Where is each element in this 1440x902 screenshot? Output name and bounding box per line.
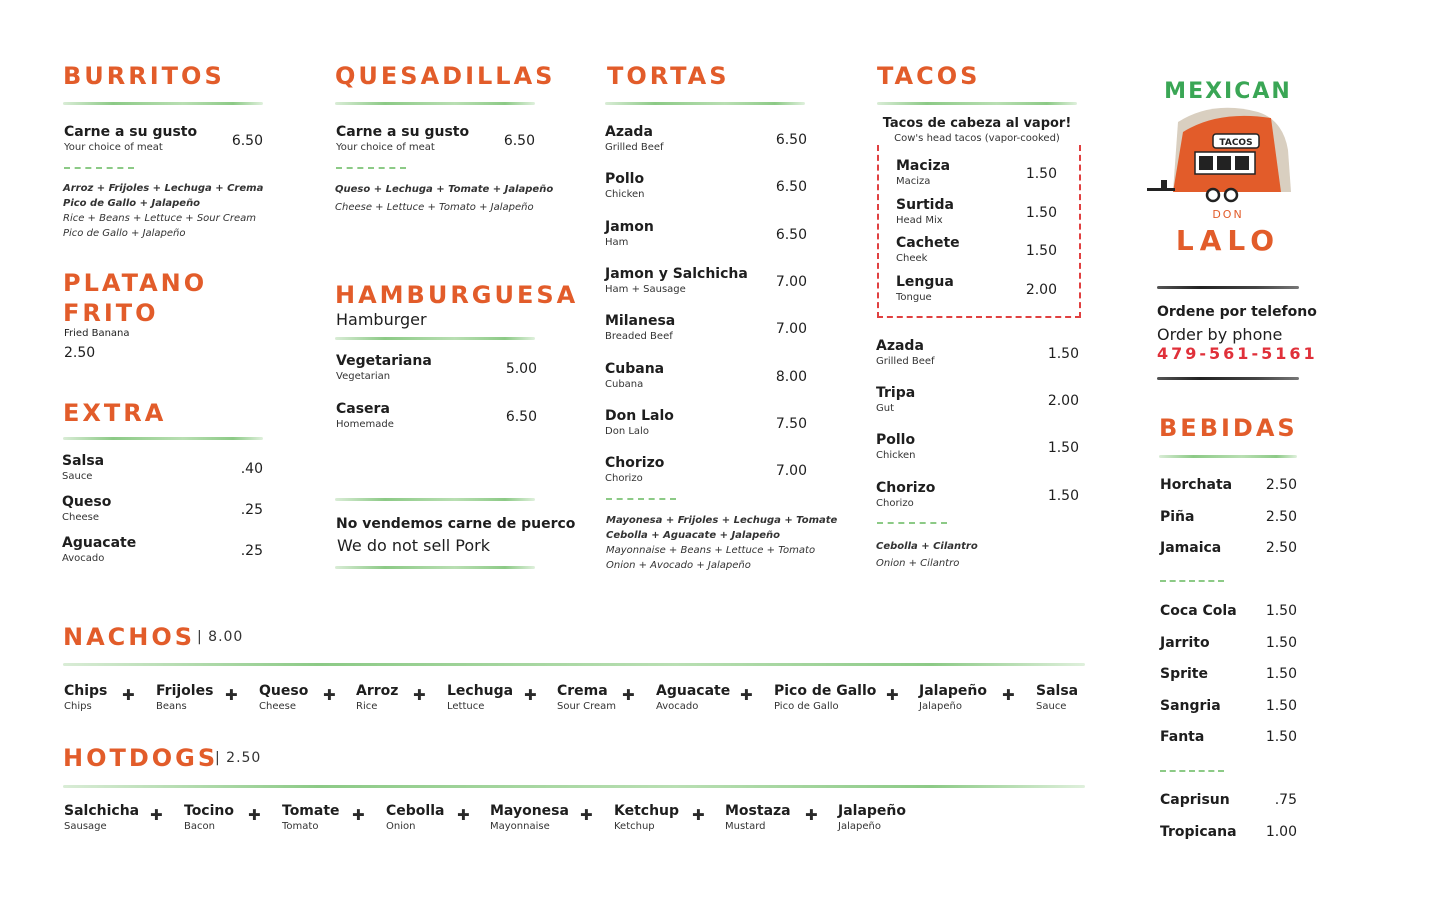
item-name: Don Lalo bbox=[605, 407, 674, 424]
hamburguesa-heading: HAMBURGUESA bbox=[335, 281, 579, 309]
drink-name: Sangria bbox=[1160, 697, 1221, 714]
item-sub: Bacon bbox=[184, 821, 215, 832]
section-divider bbox=[335, 337, 535, 340]
item-sub: Ketchup bbox=[614, 821, 655, 832]
vapor-title: Tacos de cabeza al vapor! bbox=[882, 116, 1072, 131]
ingredient-item bbox=[490, 803, 569, 833]
item-price: 6.50 bbox=[505, 409, 537, 425]
item-name: Vegetariana bbox=[336, 353, 432, 369]
quesadillas-heading: QUESADILLAS bbox=[335, 62, 556, 90]
ingredient-item bbox=[1036, 683, 1078, 713]
menu-item bbox=[605, 455, 664, 485]
dash-divider bbox=[606, 498, 676, 500]
drink-name: Fanta bbox=[1160, 729, 1205, 746]
drink-name: Tropicana bbox=[1160, 823, 1237, 840]
item-sub: Chorizo bbox=[876, 497, 914, 509]
plus-icon: ✚ bbox=[580, 806, 593, 824]
item-sub: Rice bbox=[356, 701, 378, 712]
item-sub: Lettuce bbox=[447, 701, 485, 712]
item-sub: Your choice of meat bbox=[336, 142, 435, 153]
section-divider bbox=[1159, 455, 1297, 458]
plus-icon: ✚ bbox=[150, 806, 163, 824]
item-name: Queso bbox=[62, 494, 112, 510]
item-sub: Ham + Sausage bbox=[605, 283, 686, 295]
dash-divider bbox=[877, 522, 947, 524]
item-sub: Gut bbox=[876, 403, 895, 415]
item-name: Lechuga bbox=[447, 683, 514, 699]
item-sub: Grilled Beef bbox=[605, 142, 664, 153]
plus-icon: ✚ bbox=[122, 686, 135, 704]
item-sub: Mayonnaise bbox=[490, 821, 550, 832]
item-sub: Vegetarian bbox=[336, 371, 391, 382]
menu-item bbox=[896, 235, 960, 265]
plus-icon: ✚ bbox=[323, 686, 336, 704]
section-divider bbox=[335, 498, 535, 501]
vapor-sub: Cow's head tacos (vapor-cooked) bbox=[894, 133, 1060, 144]
menu-item bbox=[876, 432, 916, 462]
item-price: .40 bbox=[240, 461, 263, 477]
item-sub: Homemade bbox=[336, 419, 394, 430]
drink-price: 1.50 bbox=[1265, 729, 1297, 746]
ingredient-item bbox=[386, 803, 444, 833]
item-name: Carne a su gusto bbox=[336, 124, 470, 140]
menu-item bbox=[605, 408, 674, 438]
phone-number[interactable]: 479-561-5161 bbox=[1157, 344, 1318, 363]
menu-item bbox=[336, 401, 394, 431]
drink-price: 1.00 bbox=[1265, 823, 1297, 840]
section-divider bbox=[335, 566, 535, 569]
item-sub: Chorizo bbox=[605, 473, 643, 485]
item-price: 2.00 bbox=[1047, 393, 1079, 410]
item-price: 7.00 bbox=[775, 321, 807, 338]
item-sub: Grilled Beef bbox=[876, 356, 935, 367]
drink-name: Coca Cola bbox=[1160, 603, 1237, 619]
plus-icon: ✚ bbox=[692, 806, 705, 824]
item-name: Jalapeño bbox=[919, 683, 988, 699]
menu-item bbox=[876, 385, 915, 415]
item-price: 1.50 bbox=[1025, 204, 1057, 221]
item-sub: Avocado bbox=[656, 701, 699, 712]
ingredient-item bbox=[259, 683, 308, 713]
item-price: 7.00 bbox=[775, 463, 807, 480]
drink-price: 1.50 bbox=[1265, 634, 1297, 651]
item-sub: Cheek bbox=[896, 253, 928, 264]
item-sub: Tomato bbox=[282, 821, 319, 832]
menu-item bbox=[876, 480, 935, 510]
item-sub: Beans bbox=[156, 701, 187, 712]
svg-text:TACOS: TACOS bbox=[1219, 138, 1253, 148]
item-price: 5.00 bbox=[505, 361, 537, 377]
drink-price: 2.50 bbox=[1265, 508, 1297, 525]
plus-icon: ✚ bbox=[413, 686, 426, 704]
ingredient-item bbox=[282, 803, 340, 833]
section-divider bbox=[63, 437, 263, 440]
extra-heading: EXTRA bbox=[63, 399, 167, 427]
dash-divider bbox=[64, 167, 134, 169]
menu-item bbox=[605, 361, 664, 391]
ingredient-item bbox=[557, 683, 616, 713]
hotdogs-heading: HOTDOGS bbox=[63, 744, 219, 772]
menu-item bbox=[605, 171, 645, 201]
ingredient-item bbox=[725, 803, 791, 833]
ingredient-item bbox=[184, 803, 234, 833]
ingredients-note: Queso + Lechuga + Tomate + Jalapeño Cheese + Lettuce + Tomato + Jalapeño bbox=[335, 184, 554, 213]
drink-name: Jamaica bbox=[1160, 540, 1222, 557]
item-price: 6.50 bbox=[503, 133, 535, 149]
item-name: Pico de Gallo bbox=[774, 683, 877, 699]
item-sub: Pico de Gallo bbox=[774, 701, 839, 712]
item-price: 1.50 bbox=[1025, 166, 1057, 182]
menu-item bbox=[896, 197, 954, 227]
plus-icon: ✚ bbox=[1002, 686, 1015, 704]
menu-item bbox=[336, 353, 432, 383]
ingredient-item bbox=[614, 803, 679, 833]
section-divider bbox=[605, 102, 805, 105]
item-price: 7.00 bbox=[775, 273, 807, 290]
item-name: Chorizo bbox=[876, 479, 936, 496]
item-price: 8.00 bbox=[775, 368, 807, 385]
item-sub: Sauce bbox=[62, 471, 93, 482]
plus-icon: ✚ bbox=[622, 686, 635, 704]
item-sub: Maciza bbox=[896, 176, 931, 187]
item-sub: Chicken bbox=[876, 450, 916, 462]
order-title: Ordene por telefono bbox=[1157, 304, 1317, 320]
item-name: Tocino bbox=[184, 803, 234, 819]
section-divider bbox=[63, 102, 263, 105]
platano-heading: PLATANO FRITO bbox=[63, 269, 208, 327]
item-sub: Cheese bbox=[62, 512, 99, 523]
section-divider bbox=[63, 663, 1085, 666]
item-name: Jamon bbox=[605, 218, 654, 235]
pork-note-sub: We do not sell Pork bbox=[337, 536, 490, 555]
item-name: Frijoles bbox=[156, 683, 214, 699]
svg-text:MEXICAN: MEXICAN bbox=[1164, 79, 1292, 104]
item-price: 1.50 bbox=[1047, 346, 1079, 362]
menu-item bbox=[605, 124, 664, 154]
ingredient-item bbox=[64, 683, 107, 713]
item-name: Maciza bbox=[896, 158, 951, 174]
item-price: 2.00 bbox=[1025, 281, 1057, 298]
item-name: Azada bbox=[605, 124, 653, 140]
item-sub: Head Mix bbox=[896, 214, 943, 226]
item-name: Lengua bbox=[896, 273, 954, 290]
item-name: Crema bbox=[557, 683, 608, 699]
ingredients-note: Mayonesa + Frijoles + Lechuga + Tomate Cebolla + Aguacate + Jalapeño Mayonnaise + Beans + Lettuce + Tomato Onion + Avocado + Jalapeño bbox=[606, 515, 838, 571]
menu-item bbox=[605, 219, 654, 249]
ingredient-item bbox=[919, 683, 987, 713]
hamburguesa-sub: Hamburger bbox=[336, 310, 427, 329]
bebidas-heading: BEBIDAS bbox=[1159, 414, 1298, 442]
item-price: 6.50 bbox=[231, 133, 263, 149]
ingredient-item bbox=[838, 803, 906, 833]
menu-item bbox=[62, 494, 111, 524]
nachos-price: | 8.00 bbox=[197, 629, 244, 645]
item-name: Salsa bbox=[1036, 683, 1079, 699]
drink-name: Piña bbox=[1160, 508, 1195, 525]
item-name: Chorizo bbox=[605, 455, 665, 472]
svg-text:LALO: LALO bbox=[1175, 224, 1281, 257]
item-name: Chips bbox=[64, 683, 108, 699]
drink-price: 2.50 bbox=[1265, 477, 1297, 493]
item-price: 1.50 bbox=[1047, 487, 1079, 504]
ingredient-item bbox=[356, 683, 398, 713]
drink-price: 1.50 bbox=[1265, 697, 1297, 714]
ingredient-item bbox=[774, 683, 876, 713]
drink-price: 1.50 bbox=[1265, 603, 1297, 619]
plus-icon: ✚ bbox=[886, 686, 899, 704]
menu-item bbox=[605, 313, 675, 343]
drink-price: 1.50 bbox=[1265, 666, 1297, 683]
item-name: Aguacate bbox=[62, 535, 137, 551]
item-sub: Jalapeño bbox=[838, 821, 881, 832]
menu-item bbox=[62, 453, 104, 483]
platano-price: 2.50 bbox=[64, 345, 96, 361]
ingredient-item bbox=[656, 683, 730, 713]
item-name: Pollo bbox=[605, 171, 645, 188]
menu-item bbox=[605, 266, 748, 296]
menu-item bbox=[876, 338, 935, 368]
ingredient-item bbox=[64, 803, 139, 833]
item-name: Azada bbox=[876, 338, 924, 354]
svg-text:DON: DON bbox=[1212, 208, 1244, 221]
item-name: Salchicha bbox=[64, 803, 140, 819]
item-sub: Sausage bbox=[64, 821, 107, 832]
order-divider bbox=[1157, 377, 1299, 380]
plus-icon: ✚ bbox=[457, 806, 470, 824]
logo bbox=[1143, 60, 1313, 260]
item-sub: Ham bbox=[605, 236, 629, 248]
tortas-heading: TORTAS bbox=[607, 62, 730, 90]
plus-icon: ✚ bbox=[524, 686, 537, 704]
item-sub: Chips bbox=[64, 701, 92, 712]
item-sub: Sour Cream bbox=[557, 701, 616, 712]
item-name: Cubana bbox=[605, 360, 665, 377]
item-name: Aguacate bbox=[656, 683, 731, 699]
drink-name: Caprisun bbox=[1160, 792, 1230, 808]
item-sub: Mustard bbox=[725, 821, 766, 832]
item-name: Arroz bbox=[356, 683, 399, 699]
order-divider bbox=[1157, 286, 1299, 289]
item-price: 7.50 bbox=[775, 415, 807, 432]
menu-item bbox=[64, 124, 197, 154]
item-price: 1.50 bbox=[1047, 440, 1079, 457]
item-price: 6.50 bbox=[775, 226, 807, 243]
item-name: Tripa bbox=[876, 385, 916, 402]
drink-price: 2.50 bbox=[1265, 540, 1297, 557]
menu-item bbox=[896, 274, 954, 304]
drink-name: Jarrito bbox=[1160, 634, 1210, 651]
section-divider bbox=[63, 785, 1085, 788]
item-price: .25 bbox=[240, 543, 263, 559]
order-sub: Order by phone bbox=[1157, 325, 1283, 344]
drink-price: .75 bbox=[1274, 792, 1297, 808]
drink-name: Sprite bbox=[1160, 666, 1208, 683]
item-name: Surtida bbox=[896, 196, 954, 213]
item-sub: Tongue bbox=[896, 291, 932, 303]
plus-icon: ✚ bbox=[805, 806, 818, 824]
item-name: Carne a su gusto bbox=[64, 124, 198, 140]
menu-item bbox=[62, 535, 136, 565]
item-name: Jalapeño bbox=[838, 803, 907, 819]
item-name: Jamon y Salchicha bbox=[605, 265, 748, 282]
item-name: Pollo bbox=[876, 432, 916, 449]
pork-note: No vendemos carne de puerco bbox=[336, 516, 576, 532]
item-price: .25 bbox=[240, 502, 263, 518]
burritos-heading: BURRITOS bbox=[63, 62, 225, 90]
ingredient-item bbox=[447, 683, 513, 713]
item-sub: Onion bbox=[386, 821, 416, 832]
item-sub: Your choice of meat bbox=[64, 142, 163, 153]
item-sub: Don Lalo bbox=[605, 425, 649, 437]
plus-icon: ✚ bbox=[248, 806, 261, 824]
item-price: 6.50 bbox=[775, 132, 807, 148]
item-name: Tomate bbox=[282, 803, 340, 819]
dash-divider bbox=[336, 167, 406, 169]
menu-item bbox=[896, 158, 950, 188]
nachos-heading: NACHOS bbox=[63, 623, 196, 651]
item-name: Mayonesa bbox=[490, 803, 569, 819]
item-name: Milanesa bbox=[605, 313, 676, 330]
item-sub: Breaded Beef bbox=[605, 331, 673, 343]
item-name: Queso bbox=[259, 683, 309, 699]
dash-divider bbox=[1160, 580, 1224, 582]
plus-icon: ✚ bbox=[352, 806, 365, 824]
ingredients-note: Cebolla + Cilantro Onion + Cilantro bbox=[876, 541, 978, 569]
item-sub: Cheese bbox=[259, 701, 296, 712]
item-sub: Chicken bbox=[605, 189, 645, 201]
menu-item bbox=[336, 124, 469, 154]
drink-name: Horchata bbox=[1160, 477, 1233, 493]
item-name: Mostaza bbox=[725, 803, 791, 819]
item-sub: Jalapeño bbox=[919, 701, 962, 712]
platano-sub: Fried Banana bbox=[64, 328, 130, 339]
item-sub: Cubana bbox=[605, 378, 644, 390]
item-name: Ketchup bbox=[614, 803, 680, 819]
item-sub: Sauce bbox=[1036, 701, 1067, 712]
section-divider bbox=[877, 102, 1077, 105]
item-name: Cebolla bbox=[386, 803, 445, 819]
item-name: Salsa bbox=[62, 453, 105, 469]
plus-icon: ✚ bbox=[225, 686, 238, 704]
dash-divider bbox=[1160, 770, 1224, 772]
item-price: 1.50 bbox=[1025, 243, 1057, 259]
plus-icon: ✚ bbox=[740, 686, 753, 704]
item-name: Cachete bbox=[896, 235, 960, 251]
hotdogs-price: | 2.50 bbox=[215, 750, 262, 766]
ingredients-note: Arroz + Frijoles + Lechuga + Crema Pico de Gallo + Jalapeño Rice + Beans + Lettuce + Sour Cream Pico de Gallo + Jalapeño bbox=[63, 183, 264, 239]
tacos-heading: TACOS bbox=[877, 62, 981, 90]
item-price: 6.50 bbox=[775, 179, 807, 196]
item-sub: Avocado bbox=[62, 553, 105, 564]
item-name: Casera bbox=[336, 401, 390, 417]
section-divider bbox=[335, 102, 535, 105]
truck-logo-icon bbox=[1143, 60, 1313, 260]
ingredient-item bbox=[156, 683, 213, 713]
